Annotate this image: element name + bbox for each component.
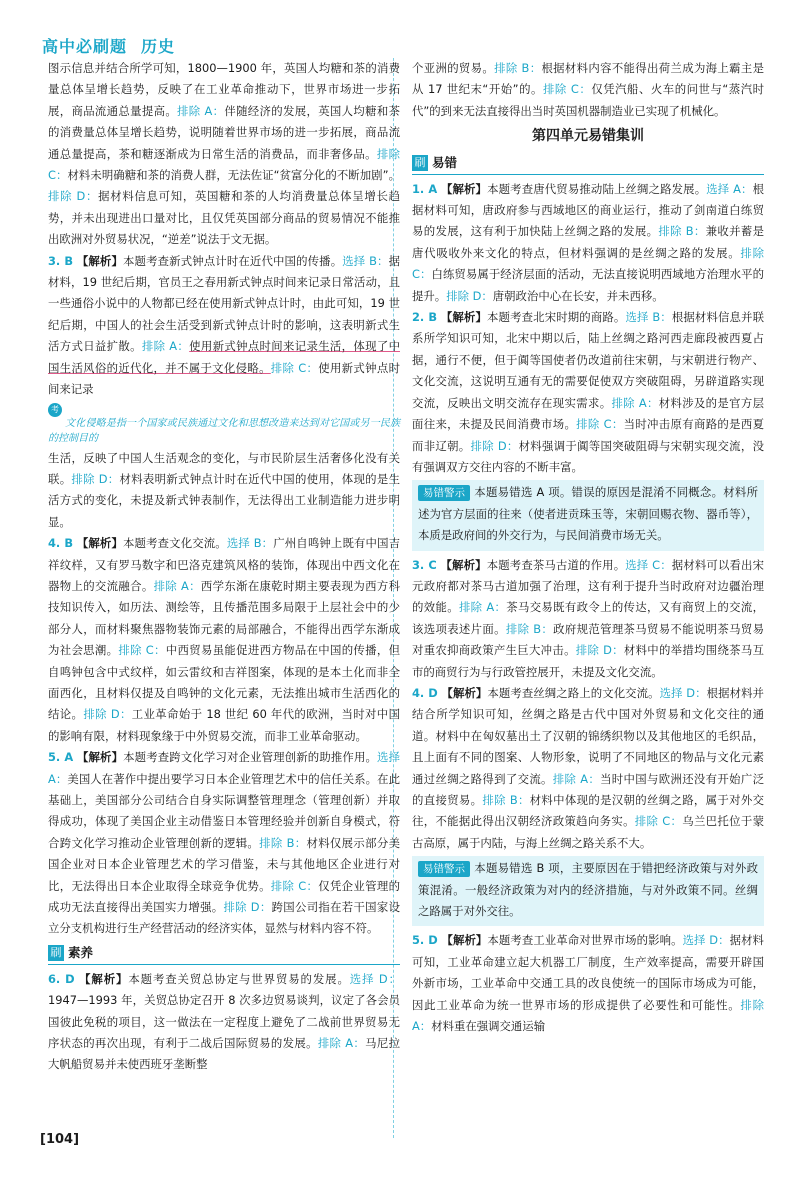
- answer-item-4: 4. B 【解析】本题考查文化交流。选择 B：广州自鸣钟上既有中国吉祥纹样，又有罗马数字和巴洛克建筑风格的装饰，体现出中西文化在器物上的交流融合。排除 A：西学东渐在康乾时期主要表现为西方科技知识传入，如历法、测绘等，且传播范围多局限于上层社会中的少部分人，而材料聚焦器物装饰元素的局部融合，不能得出西学东渐成为社会思潮。排除 C：中西贸易虽能促进西方物品在中国的传播，但自鸣钟包含中式纹样，如云雷纹和吉祥图案，体现的是本土化而非全面西化，且材料仅提及自鸣钟的文化元素，无法推出城市生活西化的结论。排除 D：工业革命始于 18 世纪 60 年代的欧洲，当时对中国的影响有限，材料现象缘于中外贸易交流，而非工业革命驱动。: [48, 536, 400, 743]
- exam-point-note: 考点 文化侵略是指一个国家或民族通过文化和思想改造来达到对它国或另一民族的控制目的: [48, 404, 400, 444]
- left-column: [48, 58, 400, 1076]
- error-item-3: 3. C 【解析】本题考查茶马古道的作用。选择 C：据材料可以看出宋元政府都对茶马古道加强了治理，这有利于提升当时政府对边疆治理的效能。排除 A：茶马交易既有政令上的传达，又有商贸上的交流，该选项表述片面。排除 B：政府规范管理茶马贸易不能说明茶马贸易对重农抑商政策产生巨大冲击。排除 D：材料中的举措均围绕茶马互市的商贸行为与行政管控展开，未提及文化交流。: [412, 557, 764, 679]
- section-heading-suyang: 刷 素养: [48, 942, 400, 965]
- warning-tag: 易错警示: [418, 485, 470, 501]
- error-item-5: 5. D 【解析】本题考查工业革命对世界市场的影响。选择 D：据材料可知，工业革命建立起大机器工厂制度，生产效率提高，需要开辟国外新市场，工业革命中交通工具的改良使统一的国际市场成为可能，因此工业革命为统一世界市场的形成提供了必要性和可能性。排除 A：材料重在强调交通运输: [412, 933, 764, 1034]
- book-title: 高中必刷题: [42, 37, 128, 56]
- page-header: [42, 34, 175, 57]
- error-warning-box: 易错警示 本题易错选 B 项，主要原因在于错把经济政策与对外政策混淆。一般经济政策为对内的经济措施，与对外政策不同。丝绸之路属于对外交往。: [412, 856, 764, 926]
- answer-item-6: 6. D 【解析】本题考查关贸总协定与世界贸易的发展。选择 D：1947—1993 年，关贸总协定召开 8 次多边贸易谈判，议定了各会员国彼此免税的项目，这一做法在一定程度上避免了二战前世界贸易无序状态的再次出现，有利于二战后国际贸易的发展。排除 A：马尼拉大帆船贸易并未使西班牙垄断整: [48, 971, 400, 1072]
- error-item-4: 4. D 【解析】本题考查丝绸之路上的文化交流。选择 D：根据材料并结合所学知识可知，丝绸之路是古代中国对外贸易和文化交往的通道。材料中在匈奴墓出土了汉朝的锦绣织物以及其他地区的毛织品，且上面有不同的图案、人物形象，说明了不同地区的物品与文化元素通过丝绸之路得到了交流。排除 A：当时中国与欧洲还没有开始广泛的直接贸易。排除 B：材料中体现的是汉朝的丝绸之路，属于对外交往，不能据此得出汉朝经济政策趋向务实。排除 C：乌兰巴托位于蒙古高原，属于内陆，与海上丝绸之路关系不大。: [412, 685, 764, 850]
- exam-point-icon: 考点: [48, 403, 62, 417]
- section-heading-yicuo: 刷 易错: [412, 152, 764, 175]
- right-column: [412, 58, 764, 1037]
- subject-title: 历史: [141, 37, 176, 56]
- warning-tag: 易错警示: [418, 861, 470, 877]
- answer-paragraph-cont: 个亚洲的贸易。排除 B：根据材料内容不能得出荷兰成为海上霸主是从 17 世纪末“开始”的。排除 C：仅凭汽船、火车的问世与“蒸汽时代”的到来无法直接得出当时英国机器制造业已实现了机械化。: [412, 61, 765, 118]
- brush-icon: 刷: [412, 155, 428, 171]
- error-item-1: 1. A 【解析】本题考查唐代贸易推动陆上丝绸之路发展。选择 A：根据材料可知，唐政府参与西域地区的商业运行，推动了剑南道白练贸易的发展，这有利于加快陆上丝绸之路的发展。排除 B：兼收并蓄是唐代吸收外来文化的特点，但材料强调的是丝绸之路的发展。排除 C：白练贸易属于经济层面的活动，无法直接说明西域地方治理水平的提升。排除 D：唐朝政治中心在长安，并未西移。: [412, 181, 764, 303]
- answer-paragraph: 图示信息并结合所学可知，1800—1900 年，英国人均糖和茶的消费量总体呈增长趋势，反映了在工业革命推动下，世界市场进一步拓展，商品流通总量提高。排除 A：伴随经济的发展，英国人均糖和茶的消费量总体呈增长趋势，说明随着世界市场的进一步拓展，商品流通总量提高，茶和糖逐渐成为日常生活的消费品，而非奢侈品。排除 C：材料未明确糖和茶的消费人群，无法佐证“贫富分化的不断加剧”。排除 D：据材料信息可知，英国糖和茶的人均消费量总体呈增长趋势，并未出现进出口量对比，且仅凭英国部分商品的贸易情况不能推出欧洲对外贸易状况，“逆差”说法于文无据。: [48, 61, 400, 247]
- error-warning-box: 易错警示 本题易错选 A 项。错误的原因是混淆不同概念。材料所述为官方层面的往来（使者进贡珠玉等，宋朝回赐衣物、器币等），本质是政府间的外交行为，与民间消费市场无关。: [412, 480, 764, 550]
- brush-icon: 刷: [48, 945, 64, 961]
- answer-item-3: 3. B 【解析】本题考查新式钟点计时在近代中国的传播。选择 B：据材料，19 世纪后期，官员王之春用新式钟点时间来记录日常活动，且一些通俗小说中的人物都已经在使用新式钟点计时，由此可知，19 世纪后期，中国人的社会生活受到新式钟点计时的影响，这表明新式生活方式日益扩散。排除 A：使用新式钟点时间来记录生活，体现了中国生活风俗的近代化，并不属于文化侵略。排除 C：使用新式钟点时间来记录: [48, 253, 400, 397]
- error-item-2: 2. B 【解析】本题考查北宋时期的商路。选择 B：根据材料信息并联系所学知识可知，北宋中期以后，陆上丝绸之路河西走廊段被西夏占据，通行不便，但于阗等国使者仍改道前往宋朝，与宋朝进行物产、文化交流，这说明互通有无的需要促使双方突破阻碍，另辟道路实现交流，反映出文明交流存在现实需求。排除 A：材料涉及的是官方层面往来，未提及民间消费市场。排除 C：当时冲击原有商路的是西夏而非辽朝。排除 D：材料强调于阗等国突破阻碍与宋朝实现交流，没有强调双方交往内容的不断丰富。: [412, 310, 764, 474]
- unit-title: 第四单元易错集训: [532, 128, 644, 145]
- page-number: [104]: [40, 1132, 80, 1147]
- answer-item-3-cont: 生活，反映了中国人生活观念的变化，与市民阶层生活奢侈化没有关联。排除 D：材料表明新式钟点计时在近代中国的使用，体现的是生活方式的变化，未提及新式钟表制作，无法得出工业制造能力进步明显。: [48, 450, 400, 529]
- answer-item-5: 5. A 【解析】本题考查跨文化学习对企业管理创新的助推作用。选择 A：美国人在著作中提出要学习日本企业管理艺术中的信任关系。在此基础上，美国部分公司结合自身实际调整管理理念（管理创新）并取得成功，体现了美国企业主动借鉴日本管理经验并创新自身模式，符合跨文化学习推动企业管理创新的逻辑。排除 B：材料仅展示部分美国企业对日本企业管理艺术的学习借鉴，未与其他地区企业进行对比，无法得出日本企业取得全球竞争优势。排除 C：仅凭企业管理的成功无法直接得出美国实力增强。排除 D：跨国公司指在若干国家设立分支机构进行生产经营活动的经济实体，显然与材料内容不符。: [48, 750, 400, 936]
